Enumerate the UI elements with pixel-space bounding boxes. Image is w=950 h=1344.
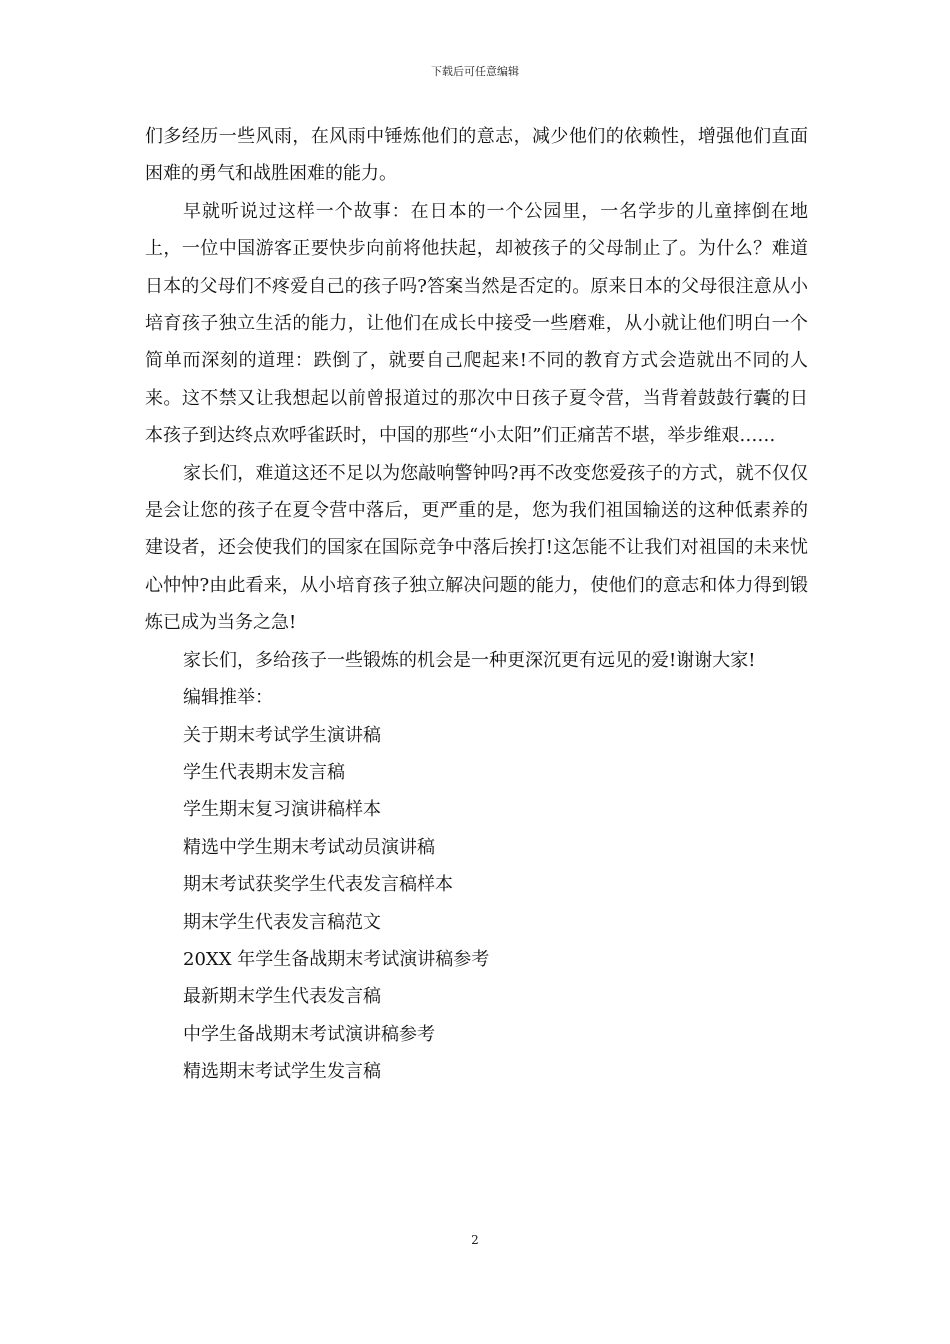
recommendations-heading: 编辑推举： xyxy=(183,687,273,709)
paragraph-continued: 们多经历一些风雨，在风雨中锤炼他们的意志，减少他们的依赖性，增强他们直面困难的勇气和战胜困难的能力。 xyxy=(145,126,808,185)
recommendation-link[interactable]: 最新期末学生代表发言稿 xyxy=(183,986,381,1008)
recommendation-link[interactable]: 学生代表期末发言稿 xyxy=(183,761,345,783)
recommendation-link[interactable]: 20XX 年学生备战期末考试演讲稿参考 xyxy=(183,948,490,970)
recommendation-link[interactable]: 关于期末考试学生演讲稿 xyxy=(183,724,381,746)
page-header: 下载后可任意编辑 xyxy=(431,65,519,78)
paragraph-story: 早就听说过这样一个故事：在日本的一个公园里，一名学步的儿童摔倒在地上，一位中国游客正要快步向前将他扶起，却被孩子的父母制止了。为什么？难道日本的父母们不疼爱自己的孩子吗?答案当然是否定的。原来日本的父母很注意从小培育孩子独立生活的能力，让他们在成长中接受一些磨难，从小就让他们明白一个简单而深刻的道理：跌倒了，就要自己爬起来!不同的教育方式会造就出不同的人来。这不禁又让我想起以前曾报道过的那次中日孩子夏令营，当背着鼓鼓行囊的日本孩子到达终点欢呼雀跃时，中国的那些“小太阳”们正痛苦不堪，举步维艰…… xyxy=(145,200,808,447)
recommendation-link[interactable]: 期末考试获奖学生代表发言稿样本 xyxy=(183,874,453,896)
paragraph-closing: 家长们，多给孩子一些锻炼的机会是一种更深沉更有远见的爱!谢谢大家! xyxy=(183,649,756,671)
recommendations-list xyxy=(145,717,808,1091)
recommendation-link[interactable]: 学生期末复习演讲稿样本 xyxy=(183,799,381,821)
paragraph-warning: 家长们，难道这还不足以为您敲响警钟吗?再不改变您爱孩子的方式，就不仅仅是会让您的孩子在夏令营中落后，更严重的是，您为我们祖国输送的这种低素养的建设者，还会使我们的国家在国际竞争中落后挨打!这怎能不让我们对祖国的未来忧心忡忡?由此看来，从小培育孩子独立解决问题的能力，使他们的意志和体力得到锻炼已成为当务之急! xyxy=(145,462,808,634)
document-body xyxy=(145,118,808,1091)
recommendation-link[interactable]: 中学生备战期末考试演讲稿参考 xyxy=(183,1023,435,1045)
recommendation-link[interactable]: 期末学生代表发言稿范文 xyxy=(183,911,381,933)
recommendation-link[interactable]: 精选期末考试学生发言稿 xyxy=(183,1061,381,1083)
recommendation-link[interactable]: 精选中学生期末考试动员演讲稿 xyxy=(183,836,435,858)
page-number: 2 xyxy=(471,1233,479,1247)
